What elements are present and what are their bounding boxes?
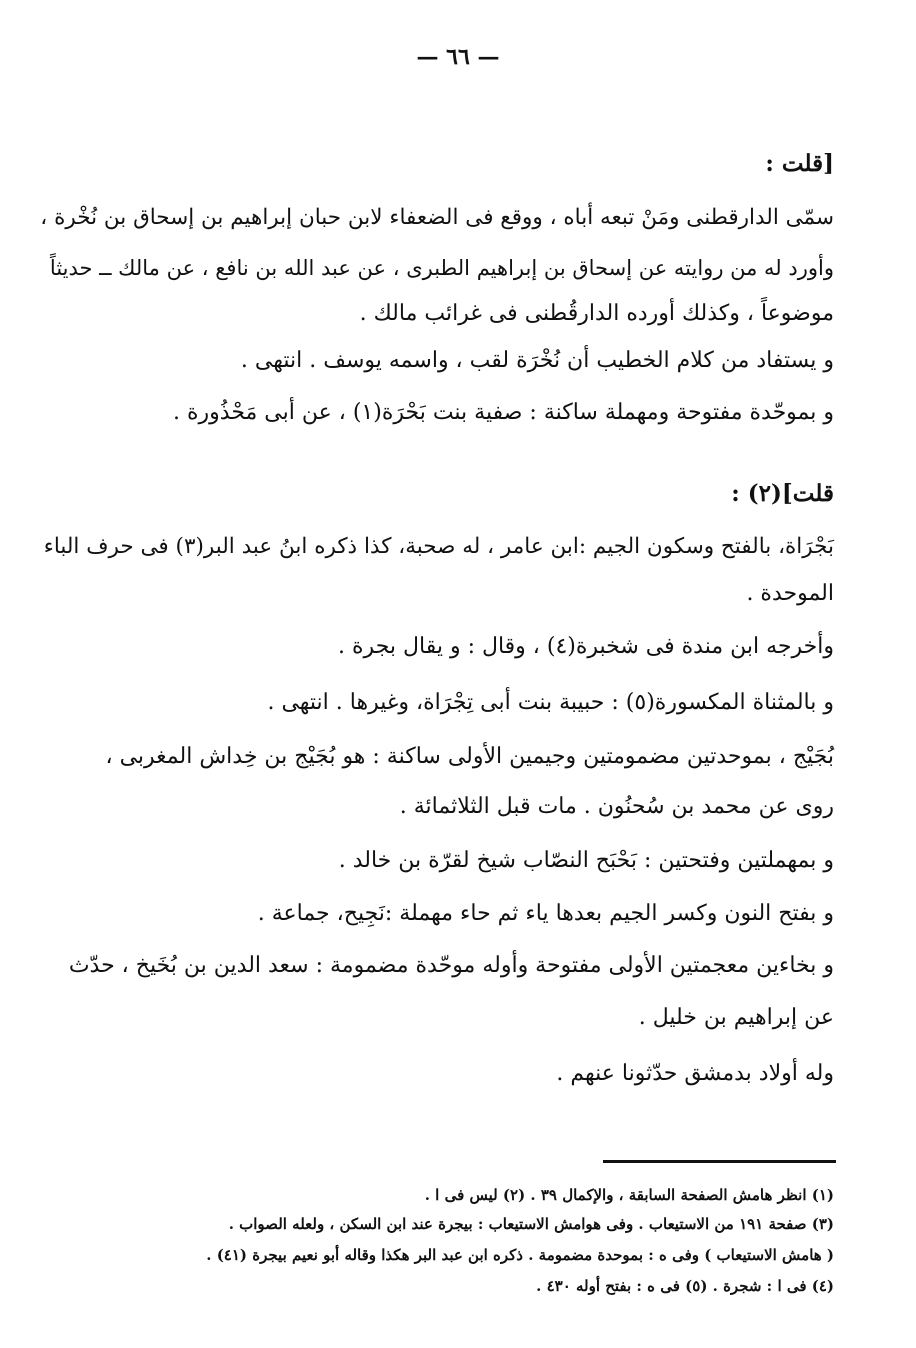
text-line: و بفتح النون وكسر الجيم بعدها ياء ثم حاء مهملة :نَجِيح، جماعة .	[257, 901, 834, 926]
text-line: و بالمثناة المكسورة(٥) : حبيبة بنت أبى تِجْرَاة، وغيرها . انتهى .	[267, 690, 834, 715]
footnote-line: (٤) فى ا : شجرة . (٥) فى ه : بفتح أوله ٤٣٠ .	[536, 1277, 834, 1295]
text-line: روى عن محمد بن سُحنُون . مات قبل الثلاثمائة .	[399, 794, 834, 819]
section-heading: [قلت :	[765, 150, 834, 177]
text-line: وأورد له من روايته عن إسحاق بن إبراهيم الطبرى ، عن عبد الله بن نافع ، عن مالك ــ حديثاً	[49, 256, 834, 280]
text-line: الموحدة .	[746, 581, 834, 606]
text-line: و بخاءين معجمتين الأولى مفتوحة وأوله موحّدة مضمومة : سعد الدين بن بُخَيخ ، حدّث	[68, 953, 834, 978]
footnote-line: (١) انظر هامش الصفحة السابقة ، والإكمال ٣٩ . (٢) ليس فى ا .	[424, 1186, 834, 1204]
text-line: و يستفاد من كلام الخطيب أن نُخْرَة لقب ، واسمه يوسف . انتهى .	[240, 348, 834, 373]
text-line: وأخرجه ابن مندة فى شخبرة(٤) ، وقال : و يقال بجرة .	[338, 634, 834, 659]
footnote-line: ( هامش الاستيعاب ) وفى ه : بموحدة مضمومة . ذكره ابن عبد البر هكذا وقاله أبو نعيم بيجرة (٤١) .	[206, 1246, 834, 1264]
footnote-divider	[603, 1160, 836, 1163]
text-line: بُجَيْج ، بموحدتين مضمومتين وجيمين الأولى ساكنة : هو بُجَيْج بن خِداش المغربى ،	[105, 744, 834, 769]
text-line: موضوعاً ، وكذلك أورده الدارقُطنى فى غرائب مالك .	[359, 301, 834, 326]
text-line: وله أولاد بدمشق حدّثونا عنهم .	[556, 1061, 834, 1086]
text-line: بَجْرَاة، بالفتح وسكون الجيم :ابن عامر ، له صحبة، كذا ذكره ابنُ عبد البر(٣) فى حرف الباء	[43, 534, 834, 559]
text-line: و بمهملتين وفتحتين : بَحْبَح النصّاب شيخ لقرّة بن خالد .	[338, 848, 834, 873]
footnote-line: (٣) صفحة ١٩١ من الاستيعاب . وفى هوامش الاستيعاب : بيجرة عند ابن السكن ، ولعله الصواب .	[228, 1215, 834, 1233]
page-number: — ٦٦ —	[416, 44, 500, 70]
text-line: و بموحّدة مفتوحة ومهملة ساكنة : صفية بنت بَحْرَة(١) ، عن أبى مَحْذُورة .	[173, 400, 834, 425]
text-line: سمّى الدارقطنى ومَنْ تبعه أباه ، ووقع فى الضعفاء لابن حبان إبراهيم بن إسحاق بن نُخْرة ،	[40, 205, 834, 230]
text-line: عن إبراهيم بن خليل .	[638, 1005, 834, 1030]
section-heading: قلت](٢) :	[731, 480, 834, 507]
